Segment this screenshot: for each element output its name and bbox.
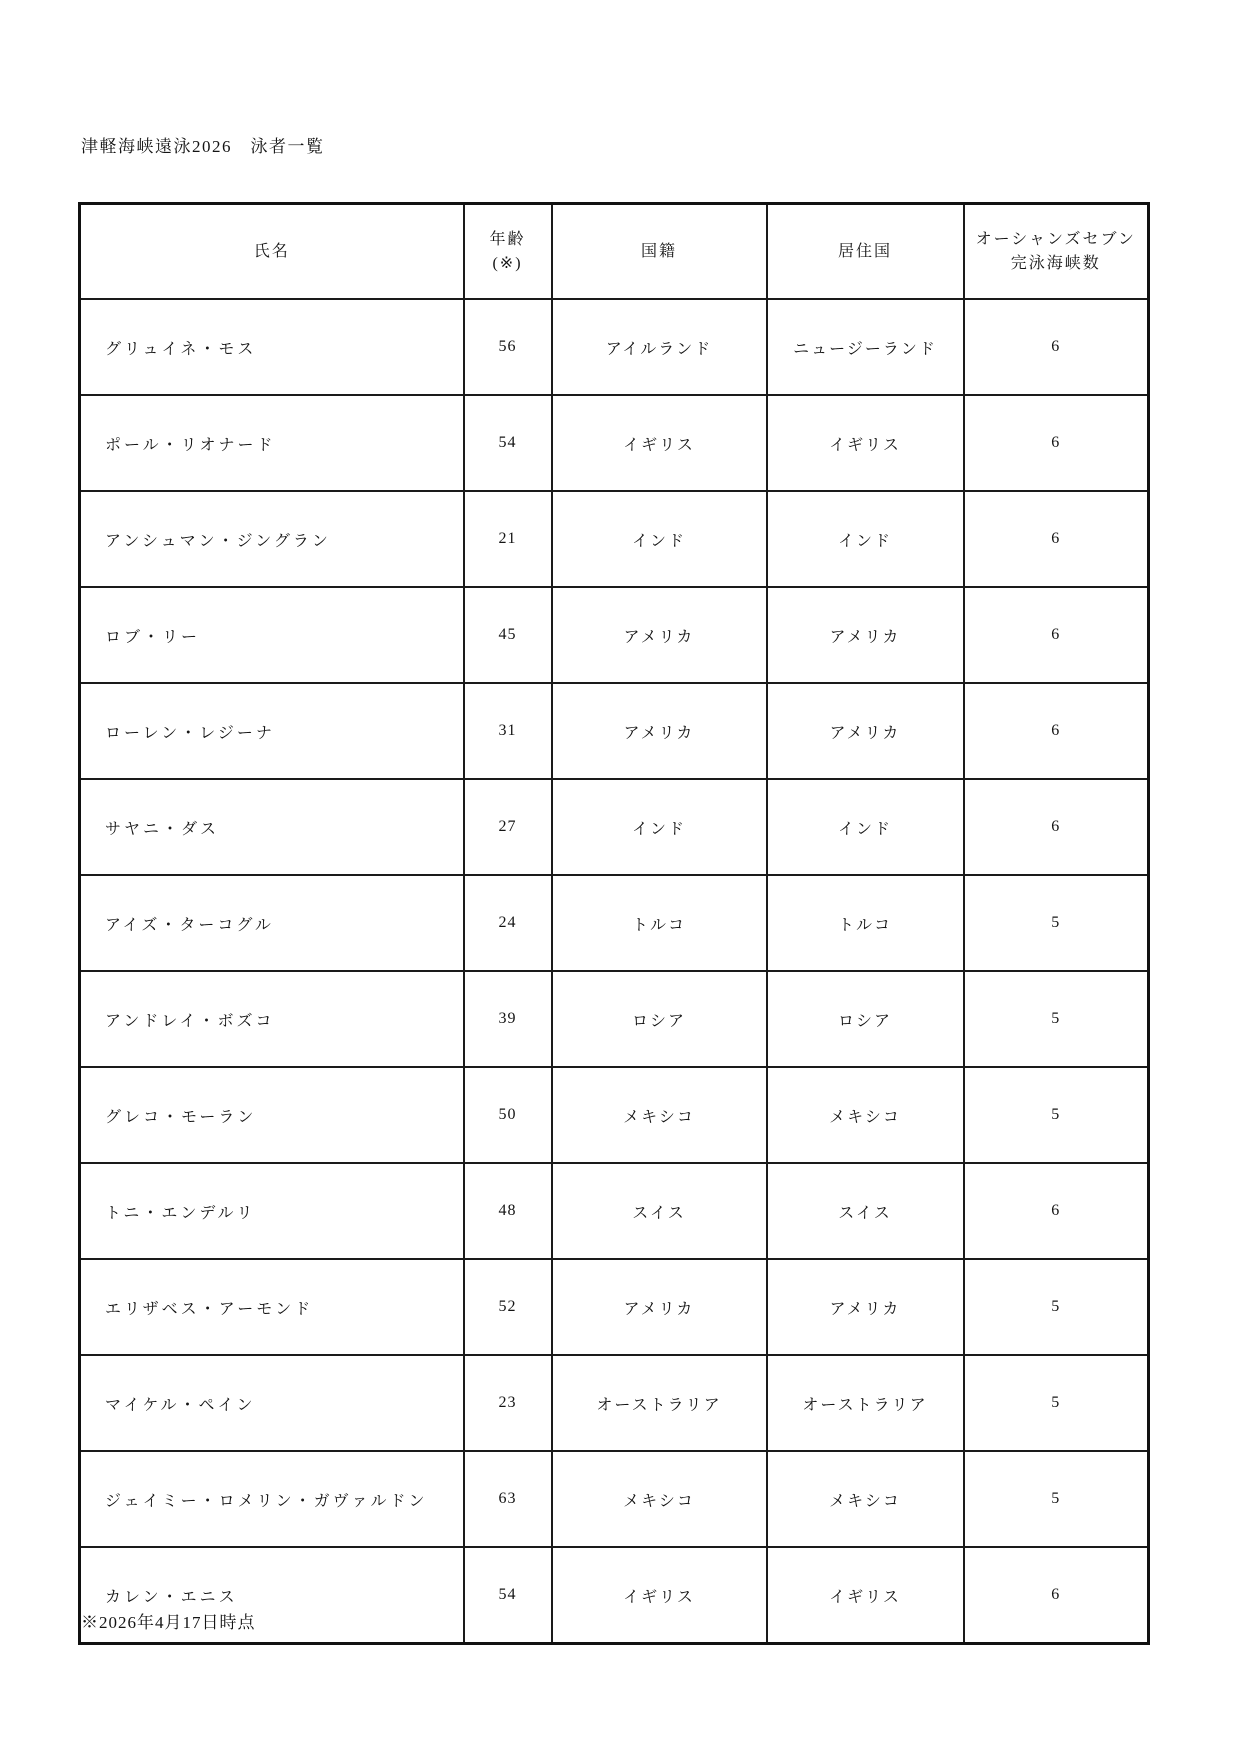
swimmer-age: 23 xyxy=(464,1355,552,1451)
swimmer-straits: 6 xyxy=(964,587,1149,683)
table-row xyxy=(80,1451,1149,1547)
swimmer-straits: 5 xyxy=(964,875,1149,971)
swimmer-nationality: アメリカ xyxy=(552,1259,767,1355)
column-header-age xyxy=(464,204,552,300)
swimmer-name: トニ・エンデルリ xyxy=(80,1163,464,1259)
footnote: ※2026年4月17日時点 xyxy=(81,1613,256,1632)
swimmer-age: 50 xyxy=(464,1067,552,1163)
swimmer-name: ジェイミー・ロメリン・ガヴァルドン xyxy=(80,1451,464,1547)
column-header-oceans-line2: 完泳海峡数 xyxy=(1010,254,1101,272)
swimmer-name: グリュイネ・モス xyxy=(80,299,464,395)
swimmer-name: ローレン・レジーナ xyxy=(80,683,464,779)
swimmer-age: 56 xyxy=(464,299,552,395)
table-row xyxy=(80,491,1149,587)
swimmer-straits: 6 xyxy=(964,683,1149,779)
swimmer-age: 21 xyxy=(464,491,552,587)
column-header-residence: 居住国 xyxy=(767,204,964,300)
swimmer-age: 31 xyxy=(464,683,552,779)
swimmer-nationality: アメリカ xyxy=(552,587,767,683)
swimmer-residence: オーストラリア xyxy=(767,1355,964,1451)
page-title: 津軽海峡遠泳2026 泳者一覧 xyxy=(81,137,325,156)
swimmer-nationality: メキシコ xyxy=(552,1451,767,1547)
swimmer-name: カレン・エニス xyxy=(80,1547,464,1644)
swimmer-nationality: アイルランド xyxy=(552,299,767,395)
swimmer-straits: 5 xyxy=(964,1067,1149,1163)
swimmer-name: サヤニ・ダス xyxy=(80,779,464,875)
swimmer-straits: 6 xyxy=(964,1547,1149,1644)
table-row xyxy=(80,875,1149,971)
table-row xyxy=(80,1067,1149,1163)
swimmer-straits: 5 xyxy=(964,1259,1149,1355)
swimmer-nationality: スイス xyxy=(552,1163,767,1259)
swimmer-residence: アメリカ xyxy=(767,683,964,779)
swimmer-straits: 5 xyxy=(964,1355,1149,1451)
swimmer-nationality: オーストラリア xyxy=(552,1355,767,1451)
swimmer-nationality: インド xyxy=(552,779,767,875)
swimmer-nationality: トルコ xyxy=(552,875,767,971)
swimmer-age: 39 xyxy=(464,971,552,1067)
swimmer-age: 24 xyxy=(464,875,552,971)
swimmer-residence: インド xyxy=(767,491,964,587)
swimmer-straits: 6 xyxy=(964,395,1149,491)
column-header-name: 氏名 xyxy=(80,204,464,300)
table-row xyxy=(80,1163,1149,1259)
table-body xyxy=(80,299,1149,1644)
swimmer-straits: 6 xyxy=(964,779,1149,875)
table-header-row xyxy=(80,204,1149,300)
swimmer-residence: ロシア xyxy=(767,971,964,1067)
swimmer-residence: インド xyxy=(767,779,964,875)
table-row xyxy=(80,395,1149,491)
table-row xyxy=(80,1259,1149,1355)
swimmer-residence: イギリス xyxy=(767,1547,964,1644)
swimmer-name: グレコ・モーラン xyxy=(80,1067,464,1163)
swimmer-straits: 5 xyxy=(964,1451,1149,1547)
table-row xyxy=(80,971,1149,1067)
swimmer-name: アイズ・ターコグル xyxy=(80,875,464,971)
swimmer-name: エリザベス・アーモンド xyxy=(80,1259,464,1355)
swimmer-residence: メキシコ xyxy=(767,1067,964,1163)
swimmer-residence: スイス xyxy=(767,1163,964,1259)
column-header-oceans-line1: オーシャンズセブン xyxy=(975,231,1136,249)
swimmer-age: 48 xyxy=(464,1163,552,1259)
swimmer-residence: アメリカ xyxy=(767,587,964,683)
swimmer-nationality: ロシア xyxy=(552,971,767,1067)
swimmer-name: マイケル・ペイン xyxy=(80,1355,464,1451)
swimmer-name: ポール・リオナード xyxy=(80,395,464,491)
swimmer-nationality: アメリカ xyxy=(552,683,767,779)
column-header-oceans-seven xyxy=(964,204,1149,300)
swimmer-residence: イギリス xyxy=(767,395,964,491)
swimmer-nationality: インド xyxy=(552,491,767,587)
table-row xyxy=(80,779,1149,875)
swimmer-residence: ニュージーランド xyxy=(767,299,964,395)
table-row xyxy=(80,1355,1149,1451)
swimmer-age: 63 xyxy=(464,1451,552,1547)
swimmer-name: ロブ・リー xyxy=(80,587,464,683)
swimmer-straits: 6 xyxy=(964,491,1149,587)
swimmer-residence: アメリカ xyxy=(767,1259,964,1355)
swimmer-nationality: メキシコ xyxy=(552,1067,767,1163)
swimmer-name: アンシュマン・ジングラン xyxy=(80,491,464,587)
swimmer-straits: 6 xyxy=(964,1163,1149,1259)
table-row xyxy=(80,299,1149,395)
column-header-age-line2: (※) xyxy=(492,254,523,272)
swimmer-age: 54 xyxy=(464,1547,552,1644)
table-row xyxy=(80,683,1149,779)
column-header-age-line1: 年齢 xyxy=(489,231,526,249)
swimmer-straits: 6 xyxy=(964,299,1149,395)
swimmer-table xyxy=(78,202,1150,1645)
column-header-nationality: 国籍 xyxy=(552,204,767,300)
swimmer-residence: メキシコ xyxy=(767,1451,964,1547)
swimmer-age: 45 xyxy=(464,587,552,683)
swimmer-straits: 5 xyxy=(964,971,1149,1067)
swimmer-age: 52 xyxy=(464,1259,552,1355)
table-row xyxy=(80,587,1149,683)
swimmer-name: アンドレイ・ボズコ xyxy=(80,971,464,1067)
swimmer-residence: トルコ xyxy=(767,875,964,971)
swimmer-age: 54 xyxy=(464,395,552,491)
swimmer-nationality: イギリス xyxy=(552,395,767,491)
swimmer-nationality: イギリス xyxy=(552,1547,767,1644)
swimmer-age: 27 xyxy=(464,779,552,875)
